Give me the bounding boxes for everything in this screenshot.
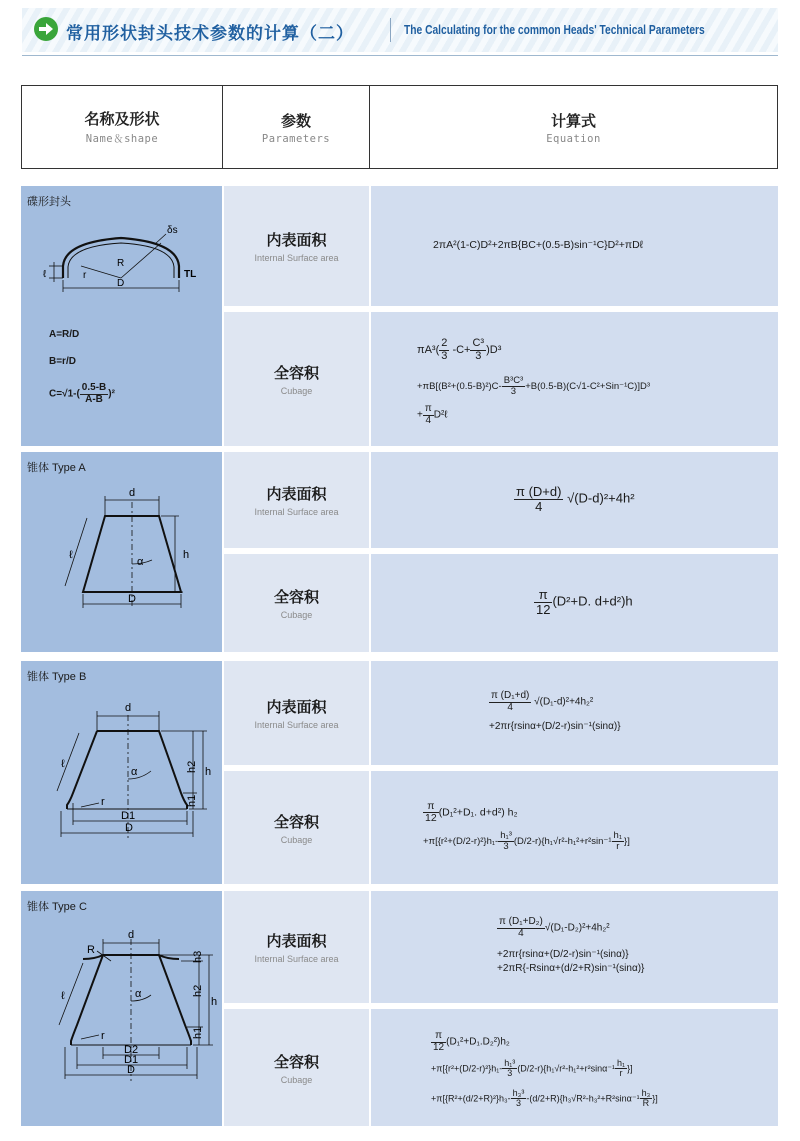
equation-line: $\frac{\pi}{12}$ (D₁²+D₁. d+d²) h₂	[425, 800, 518, 825]
equation-line: +2πr{rsinα+(D/2-r)sin⁻¹(sinα)}	[489, 721, 621, 732]
equation-line: $\frac{\pi (D+d)}{4}$ √(D-d)²+4h²	[516, 484, 635, 514]
param-surface-label-en: Internal Surface area	[254, 720, 339, 730]
equation-line: +π[{r²+(D/2-r)²}h₁- $\frac{\text{h₁³}}{3}$ (D/2-r){h₁√r²-h₁²+r²sin⁻¹ $\frac{\text{h₁}}{r}$ }]	[423, 830, 630, 852]
equation-line: +π[{r²+(D/2-r)²}h₁- $\frac{\text{h₁³}}{3}$ (D/2-r){h₁√r²-h₁²+r²sinα⁻¹ $\frac{\text{h₁}}{r}$ }]	[431, 1058, 633, 1079]
equation-surface-area	[371, 891, 778, 1003]
column-header-parameters	[223, 86, 370, 168]
param-cubage-label-en: Cubage	[280, 610, 313, 620]
table-header	[21, 85, 778, 169]
section-cone-type-b	[21, 661, 778, 884]
section-cone-type-c	[21, 891, 778, 1126]
definition-c: C=√1-( $\frac{0.5-B}{A-B}$ )²	[49, 382, 115, 405]
equation-line: + $\frac{\pi}{4}$ D²ℓ	[417, 403, 448, 426]
label-height: h	[183, 549, 190, 561]
label-slant: ℓ	[69, 549, 73, 561]
column-header-name-en: Name＆shape	[85, 133, 159, 145]
label-h1: h1	[186, 794, 198, 807]
definition-a: A=R/D	[49, 329, 80, 340]
shape-cell-type-a	[21, 452, 222, 652]
param-cubage-label: 全容积	[273, 1053, 319, 1071]
label-angle: α	[135, 988, 142, 1000]
section-cone-type-a	[21, 452, 778, 652]
label-small-diameter: d	[125, 702, 132, 714]
label-crown-radius: R	[117, 258, 125, 269]
shape-cell-type-b	[21, 661, 222, 884]
param-surface-label-en: Internal Surface area	[254, 507, 339, 517]
column-header-name-cn: 名称及形状	[84, 111, 160, 128]
equation-cubage	[371, 1009, 778, 1126]
shape-cell-type-c	[21, 891, 222, 1126]
label-large-diameter: D	[127, 1064, 135, 1076]
label-knuckle-radius: r	[101, 796, 105, 808]
label-h2: h2	[192, 984, 204, 997]
section-title: 锥体 Type C	[27, 901, 87, 913]
equation-surface-area	[371, 452, 778, 548]
shape-cell-dished	[21, 186, 222, 446]
equation-line: $\frac{\text{π (D₁+d)}}{4}$ √(D₁-d)²+4h₂²	[491, 690, 594, 713]
label-height: h	[211, 996, 218, 1008]
equation-surface-area	[371, 661, 778, 765]
param-surface-label: 内表面积	[266, 232, 327, 249]
section-title: 锥体 Type A	[27, 462, 86, 474]
param-cubage-label-en: Cubage	[280, 834, 313, 845]
param-cubage	[224, 1009, 369, 1126]
column-header-equation-cn: 计算式	[550, 112, 596, 130]
equation-line: +2πR{-Rsinα+(d/2+R)sin⁻¹(sinα)}	[497, 963, 645, 974]
label-height: h	[205, 766, 212, 778]
label-d1: D1	[121, 810, 136, 822]
cone-type-a-diagram	[21, 482, 222, 652]
param-surface-label-en: Internal Surface area	[254, 253, 339, 263]
equation-line: 2πA²(1-C)D²+2πB{BC+(0.5-B)sin⁻¹C}D²+πDℓ	[433, 239, 644, 251]
param-surface-area	[224, 661, 369, 765]
param-cubage	[224, 554, 369, 652]
param-surface-label: 内表面积	[266, 699, 327, 716]
label-slant: ℓ	[61, 758, 65, 770]
equation-line: +π[{R²+(d/2+R)²}h₃- $\frac{\text{h₃³}}{3}$ -(d/2+R){h₃√R²-h₃²+R²sinα⁻¹ $\frac{\text{h₃}}{R}$ }]	[431, 1088, 658, 1109]
param-cubage	[224, 771, 369, 884]
label-diameter: D	[117, 278, 125, 289]
label-angle: α	[137, 556, 144, 568]
param-cubage-label: 全容积	[273, 589, 319, 606]
param-cubage-label-en: Cubage	[280, 1074, 313, 1085]
column-header-equation	[370, 86, 777, 168]
arrow-right-icon	[34, 17, 58, 41]
equation-line: πA³( $\frac{2}{3}$ -C+ $\frac{\text{C³}}{3}$ )D³	[417, 337, 502, 362]
equation-cubage	[371, 312, 778, 446]
column-header-name	[22, 86, 223, 168]
label-knuckle-radius: r	[101, 1030, 105, 1042]
param-surface-label: 内表面积	[266, 933, 327, 950]
cone-type-b-diagram	[21, 691, 222, 881]
param-surface-label-en: Internal Surface area	[254, 954, 339, 964]
param-cubage-label-en: Cubage	[280, 386, 313, 396]
param-surface-area	[224, 186, 369, 306]
label-top-radius: R	[87, 944, 95, 956]
param-cubage	[224, 312, 369, 446]
page-title: 常用形状封头技术参数的计算（二）	[66, 24, 354, 43]
cone-type-c-diagram	[21, 921, 222, 1126]
label-knuckle-radius: r	[83, 270, 87, 281]
label-large-diameter: D	[125, 822, 133, 834]
column-header-parameters-cn: 参数	[280, 112, 311, 130]
equation-line: $\frac{\pi}{12}$ (D²+D. d+d²)h	[536, 587, 633, 617]
label-thickness: δs	[167, 225, 178, 236]
label-angle: α	[131, 766, 138, 778]
param-surface-area	[224, 891, 369, 1003]
section-title: 锥体 Type B	[27, 671, 87, 683]
param-surface-area	[224, 452, 369, 548]
label-tangent-line: TL	[184, 269, 197, 280]
equation-surface-area	[371, 186, 778, 306]
column-header-equation-en: Equation	[546, 132, 601, 145]
param-cubage-label: 全容积	[273, 365, 319, 382]
equation-line: $\frac{\pi}{12}$ (D₁²+D₁.D₂²)h₂	[433, 1030, 510, 1053]
column-header-parameters-en: Parameters	[261, 132, 331, 145]
label-large-diameter: D	[128, 593, 136, 605]
param-surface-label: 内表面积	[266, 486, 327, 503]
equation-cubage	[371, 771, 778, 884]
label-d2: D2	[124, 1044, 139, 1056]
equation-line: $\frac{\text{π (D₁+D₂)}}{4}$ √(D₁-D₂)²+4h₂²	[499, 916, 610, 939]
label-small-diameter: d	[128, 929, 135, 941]
label-h1: h1	[192, 1026, 204, 1039]
page-title-english: The Calculating for the common Heads' Technical Parameters	[404, 23, 705, 37]
param-cubage-label: 全容积	[273, 813, 319, 831]
equation-line: +πB[(B²+(0.5-B)²)C- $\frac{\text{B³C³}}{3}$ +B(0.5-B)(C√1-C²+Sin⁻¹C)]D³	[417, 375, 650, 397]
equation-line: +2πr{rsinα+(D/2-r)sin⁻¹(sinα)}	[497, 949, 629, 960]
label-h2: h2	[186, 760, 198, 773]
section-dished-head	[21, 186, 778, 446]
dished-head-diagram	[21, 216, 222, 326]
header-rule	[22, 55, 778, 56]
label-small-diameter: d	[129, 487, 136, 499]
equation-cubage	[371, 554, 778, 652]
definition-b: B=r/D	[49, 356, 76, 367]
title-divider	[390, 18, 391, 42]
title-banner	[22, 8, 778, 52]
label-slant: ℓ	[61, 990, 65, 1002]
section-title: 碟形封头	[27, 196, 71, 208]
label-d1: D1	[124, 1054, 139, 1066]
label-straight-flange: ℓ	[43, 269, 47, 280]
label-h3: h3	[192, 950, 204, 963]
